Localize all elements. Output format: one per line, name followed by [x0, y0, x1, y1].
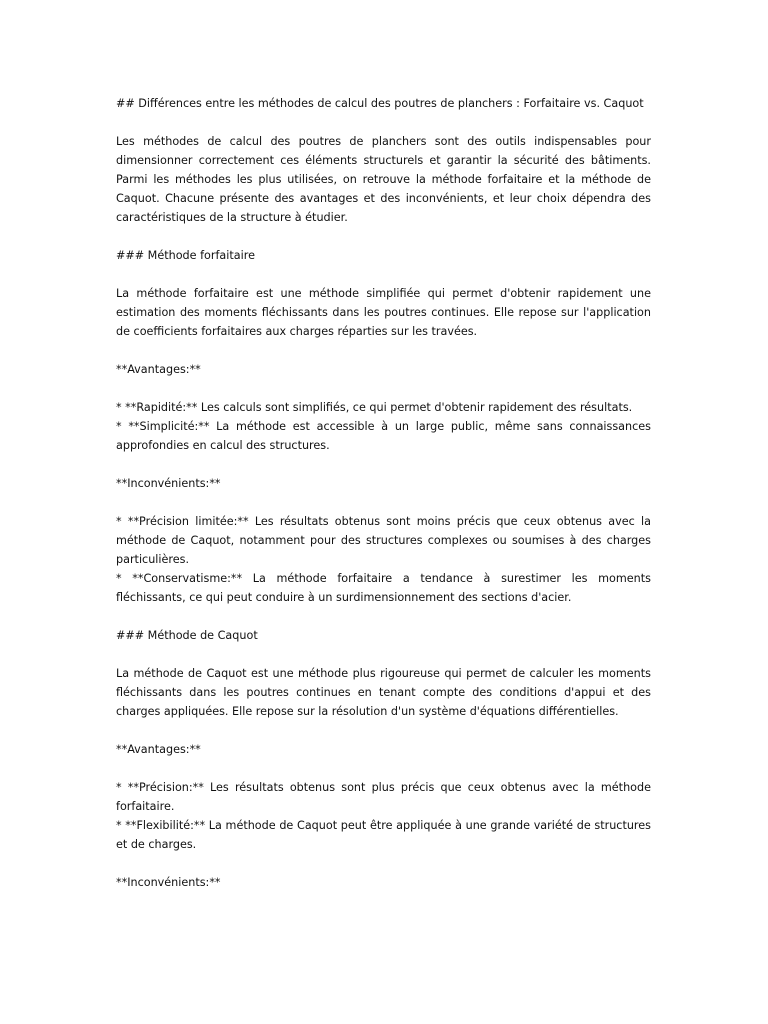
- document-page: [116, 94, 651, 892]
- document-title: ## Différences entre les méthodes de calcul des poutres de planchers : Forfaitaire vs. Caquot: [116, 97, 644, 110]
- forfaitaire-disadvantage-item: * **Précision limitée:** Les résultats obtenus sont moins précis que ceux obtenus avec la méthode de Caquot, notamment pour des structures complexes ou soumises à des charges particulières.: [116, 515, 651, 566]
- forfaitaire-advantage-item: * **Rapidité:** Les calculs sont simplifiés, ce qui permet d'obtenir rapidement des résultats.: [116, 401, 633, 414]
- caquot-advantages-label: **Avantages:**: [116, 743, 201, 756]
- section-heading-caquot: ### Méthode de Caquot: [116, 629, 258, 642]
- forfaitaire-disadvantage-item: * **Conservatisme:** La méthode forfaitaire a tendance à surestimer les moments fléchissants, ce qui peut conduire à un surdimensionnement des sections d'acier.: [116, 572, 651, 604]
- caquot-description: La méthode de Caquot est une méthode plus rigoureuse qui permet de calculer les moments fléchissants dans les poutres continues en tenant compte des conditions d'appui et des charges appliquées. Elle repose sur la résolution d'un système d'équations différentielles.: [116, 667, 651, 718]
- caquot-advantage-item: * **Flexibilité:** La méthode de Caquot peut être appliquée à une grande variété de structures et de charges.: [116, 819, 651, 851]
- section-heading-forfaitaire: ### Méthode forfaitaire: [116, 249, 255, 262]
- caquot-advantage-item: * **Précision:** Les résultats obtenus sont plus précis que ceux obtenus avec la méthode forfaitaire.: [116, 781, 651, 813]
- forfaitaire-advantages-label: **Avantages:**: [116, 363, 201, 376]
- intro-paragraph: Les méthodes de calcul des poutres de planchers sont des outils indispensables pour dimensionner correctement ces éléments structurels et garantir la sécurité des bâtiments. Parmi les méthodes les plus utilisées, on retrouve la méthode forfaitaire et la méthode de Caquot. Chacune présente des avantages et des inconvénients, et leur choix dépendra des caractéristiques de la structure à étudier.: [116, 135, 651, 224]
- forfaitaire-description: La méthode forfaitaire est une méthode simplifiée qui permet d'obtenir rapidement une estimation des moments fléchissants dans les poutres continues. Elle repose sur l'application de coefficients forfaitaires aux charges réparties sur les travées.: [116, 287, 651, 338]
- forfaitaire-advantage-item: * **Simplicité:** La méthode est accessible à un large public, même sans connaissances approfondies en calcul des structures.: [116, 420, 651, 452]
- forfaitaire-disadvantages-label: **Inconvénients:**: [116, 477, 221, 490]
- caquot-disadvantages-label: **Inconvénients:**: [116, 876, 221, 889]
